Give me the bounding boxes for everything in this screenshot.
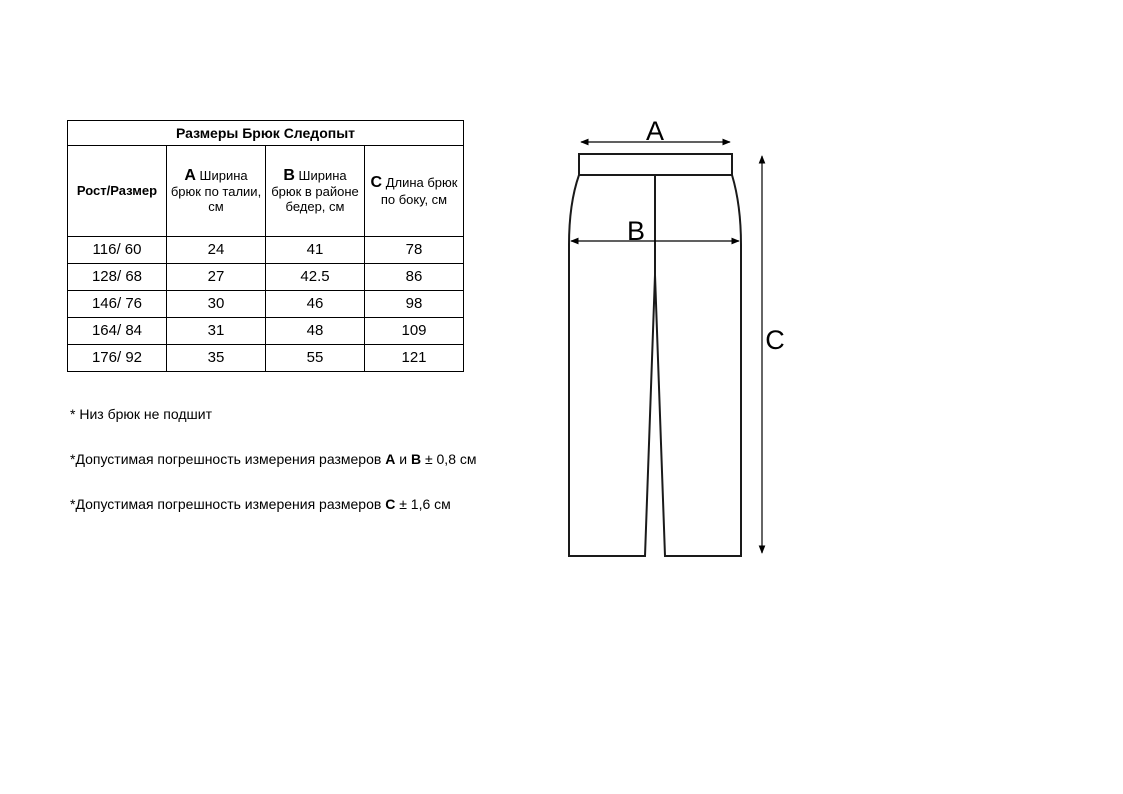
label-c: C (765, 325, 785, 355)
table-row (68, 264, 464, 291)
pants-diagram (560, 110, 800, 570)
table-title: Размеры Брюк Следопыт (68, 121, 464, 146)
cell-b: 42.5 (266, 264, 365, 291)
col-c-letter: C (370, 174, 383, 192)
note-tolerance-c (70, 496, 451, 512)
cell-a: 27 (167, 264, 266, 291)
note-c-text: *Допустимая погрешность измерения размеров (70, 496, 386, 512)
note-c-letter: C (385, 496, 396, 512)
cell-b: 41 (266, 237, 365, 264)
cell-b: 55 (266, 345, 365, 372)
note-ab-value: ± 0,8 см (421, 451, 477, 467)
table-row (68, 291, 464, 318)
label-b: B (626, 216, 646, 246)
note-ab-letter-a: A (385, 451, 396, 467)
col-c-label: Длина брюк по боку, см (380, 175, 458, 207)
col-header-c (365, 146, 464, 237)
cell-c: 109 (365, 318, 464, 345)
cell-size: 146/ 76 (68, 291, 167, 318)
dimension-lines (571, 142, 762, 553)
note-hem-not-sewn: * Низ брюк не подшит (70, 406, 212, 422)
cell-c: 98 (365, 291, 464, 318)
col-a-letter: A (184, 166, 196, 184)
col-b-letter: B (283, 166, 295, 184)
col-header-a (167, 146, 266, 237)
col-b-label: Ширина брюк в районе бедер, см (271, 167, 359, 215)
pants-outline (569, 154, 741, 556)
table-row (68, 237, 464, 264)
note-ab-and: и (395, 451, 411, 467)
size-table (67, 120, 464, 372)
cell-a: 30 (167, 291, 266, 318)
cell-c: 86 (365, 264, 464, 291)
note-c-value: ± 1,6 см (395, 496, 451, 512)
cell-size: 128/ 68 (68, 264, 167, 291)
table-row (68, 318, 464, 345)
cell-a: 31 (167, 318, 266, 345)
note-ab-text: *Допустимая погрешность измерения размеров (70, 451, 386, 467)
cell-a: 35 (167, 345, 266, 372)
cell-b: 48 (266, 318, 365, 345)
note-tolerance-ab (70, 451, 477, 467)
col-header-height-size: Рост/Размер (68, 146, 167, 237)
label-a: A (645, 116, 665, 146)
cell-c: 121 (365, 345, 464, 372)
waistband (579, 154, 732, 175)
table-row (68, 345, 464, 372)
cell-size: 116/ 60 (68, 237, 167, 264)
cell-size: 164/ 84 (68, 318, 167, 345)
table-header-row (68, 146, 464, 237)
cell-size: 176/ 92 (68, 345, 167, 372)
col-header-b (266, 146, 365, 237)
cell-c: 78 (365, 237, 464, 264)
cell-b: 46 (266, 291, 365, 318)
col-a-label: Ширина брюк по талии, см (170, 167, 262, 215)
note-ab-letter-b: B (410, 451, 422, 467)
cell-a: 24 (167, 237, 266, 264)
